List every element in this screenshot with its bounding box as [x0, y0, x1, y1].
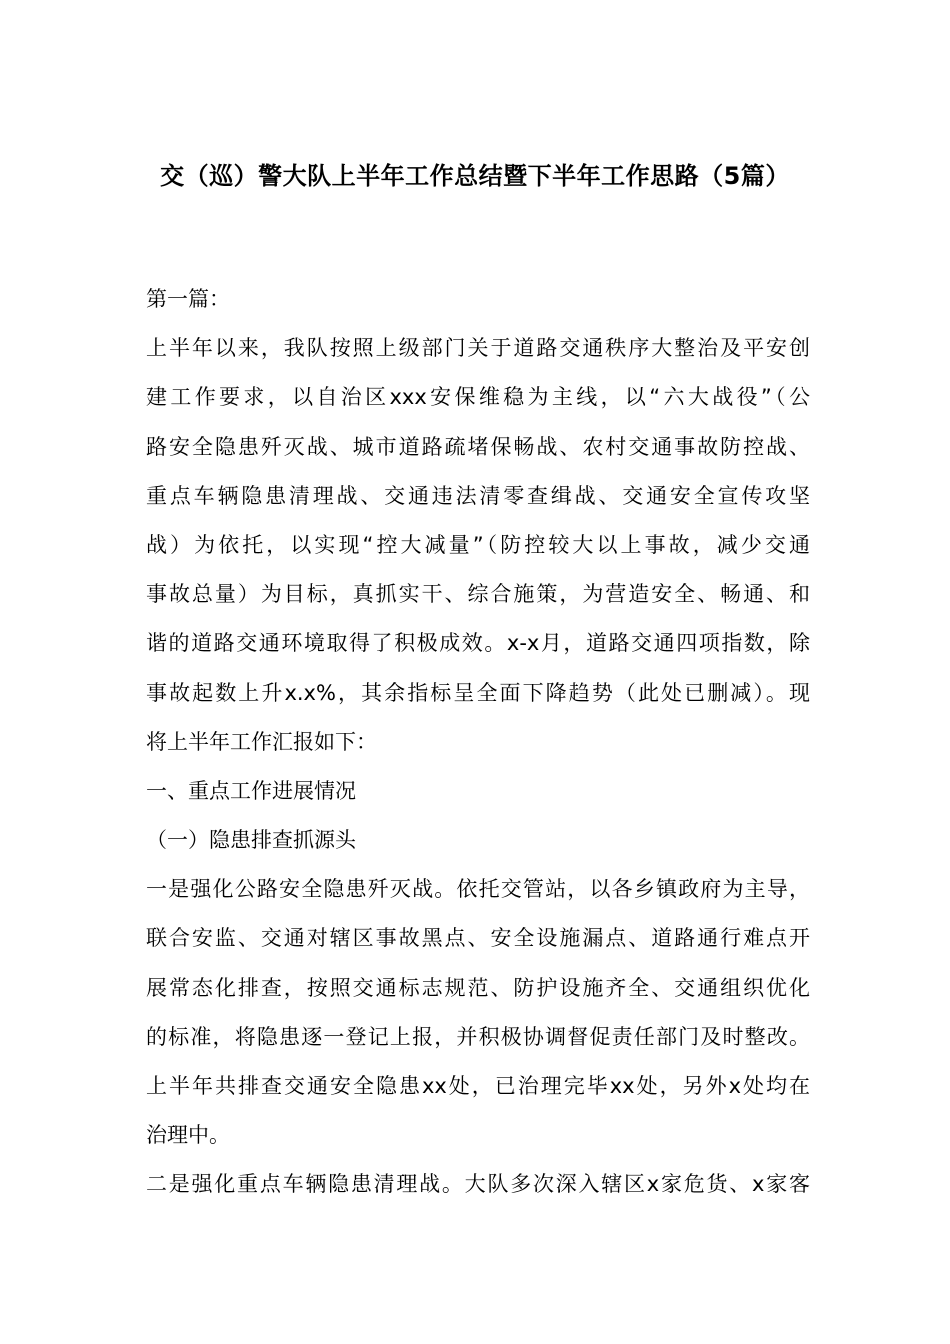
- paragraph-line: 路安全隐患歼灭战、城市道路疏堵保畅战、农村交通事故防控战、: [146, 434, 810, 459]
- paragraph-line: 的标准，将隐患逐一登记上报，并积极协调督促责任部门及时整改。: [146, 1024, 810, 1049]
- paragraph-line: 上半年共排查交通安全隐患xx处，已治理完毕xx处，另外x处均在: [146, 1074, 810, 1098]
- paragraph-line: 重点车辆隐患清理战、交通违法清零查缉战、交通安全宣传攻坚: [146, 483, 810, 508]
- document-body: [146, 281, 810, 1216]
- paragraph-line: 一是强化公路安全隐患歼灭战。依托交管站，以各乡镇政府为主导，: [146, 877, 810, 902]
- paragraph-line: 谐的道路交通环境取得了积极成效。x-x月，道路交通四项指数，除: [146, 631, 810, 656]
- paragraph-line: 战）为依托，以实现“控大减量”（防控较大以上事故，减少交通: [146, 532, 810, 557]
- paragraph-line: 联合安监、交通对辖区事故黑点、安全设施漏点、道路通行难点开: [146, 926, 810, 951]
- paragraph-line: 展常态化排查，按照交通标志规范、防护设施齐全、交通组织优化: [146, 975, 810, 1000]
- section-heading: 一、重点工作进展情况: [146, 778, 356, 803]
- paragraph-line: 第一篇：: [146, 287, 230, 311]
- paragraph-line: 事故总量）为目标，真抓实干、综合施策，为营造安全、畅通、和: [146, 582, 810, 607]
- paragraph-line: 事故起数上升x.x%，其余指标呈全面下降趋势（此处已删减）。现: [146, 680, 810, 705]
- paragraph-line: 二是强化重点车辆隐患清理战。大队多次深入辖区x家危货、x家客: [146, 1172, 810, 1197]
- paragraph-line: 将上半年工作汇报如下：: [146, 729, 377, 754]
- document-title: 交（巡）警大队上半年工作总结暨下半年工作思路（5篇）: [160, 162, 790, 190]
- subsection-heading: （一）隐患排查抓源头: [146, 828, 356, 853]
- paragraph-line: 治理中。: [146, 1123, 230, 1148]
- paragraph-line: 建工作要求，以自治区xxx安保维稳为主线，以“六大战役”（公: [146, 385, 810, 410]
- paragraph-line: 上半年以来，我队按照上级部门关于道路交通秩序大整治及平安创: [146, 336, 810, 361]
